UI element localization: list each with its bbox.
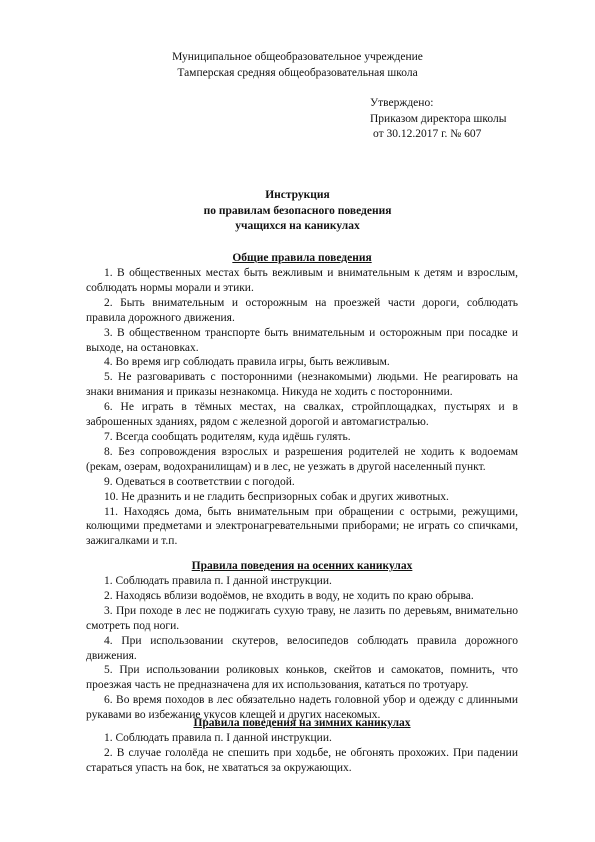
organization-line-1: Муниципальное общеобразовательное учреждение	[172, 51, 423, 63]
list-item: 1. В общественных местах быть вежливым и внимательным к детям и взрослым, соблюдать нормы морали и этики.	[86, 267, 518, 294]
document-title	[0, 188, 595, 235]
section-heading: Правила поведения на осенних каникулах	[191, 560, 413, 572]
organization-header	[0, 50, 595, 81]
list-item: 2. Быть внимательным и осторожным на проезжей части дороги, соблюдать правила дорожного движения.	[86, 296, 518, 324]
section-heading: Общие правила поведения	[232, 252, 372, 264]
approval-label: Утверждено:	[370, 97, 434, 109]
list-item: 1. Соблюдать правила п. I данной инструкции.	[104, 575, 332, 587]
organization-line-2: Тамперская средняя общеобразовательная школа	[177, 66, 418, 79]
section-heading: Правила поведения на зимних каникулах	[193, 717, 411, 729]
list-item: 9. Одеваться в соответствии с погодой.	[104, 475, 295, 488]
list-item: 7. Всегда сообщать родителям, куда идёшь гулять.	[104, 430, 351, 443]
section-autumn-holidays	[86, 559, 518, 723]
list-item: 2. В случае гололёда не спешить при ходьбе, не обгонять прохожих. При падении стараться упасть на бок, не хвататься за окружающих.	[86, 746, 518, 774]
approval-block	[370, 96, 506, 143]
list-item: 6. Во время походов в лес обязательно надеть головной убор и одежду с длинными рукавами во избежание укусов клещей и других насекомых.	[86, 694, 518, 722]
title-line-3: учащихся на каникулах	[235, 220, 360, 232]
section-general-rules	[86, 251, 518, 549]
list-item: 3. При походе в лес не поджигать сухую траву, не лазить по деревьям, внимательно смотреть под ноги.	[86, 604, 518, 632]
list-item: 2. Находясь вблизи водоёмов, не входить в воду, не ходить по краю обрыва.	[104, 589, 474, 602]
list-item: 11. Находясь дома, быть внимательным при обращении с острыми, режущими, колющими предметами и электронагревательными приборами; не играть со спичками, зажигалками и т.п.	[86, 505, 518, 548]
list-item: 5. При использовании роликовых коньков, скейтов и самокатов, помнить, что проезжая часть не предназначена для их использования, кататься по тротуару.	[86, 664, 518, 692]
list-item: 4. Во время игр соблюдать правила игры, быть вежливым.	[104, 356, 390, 369]
approval-date-number: от 30.12.2017 г. № 607	[373, 128, 482, 140]
list-item: 5. Не разговаривать с посторонними (незнакомыми) людьми. Не реагировать на знаки внимания и приказы незнакомца. Никуда не ходить с посторонними.	[86, 371, 518, 399]
list-item: 4. При использовании скутеров, велосипедов соблюдать правила дорожного движения.	[86, 634, 518, 662]
list-item: 10. Не дразнить и не гладить беспризорных собак и других животных.	[104, 490, 449, 503]
list-item: 6. Не играть в тёмных местах, на свалках, стройплощадках, пустырях и в заброшенных зданиях, рядом с железной дорогой и автомагистралью.	[86, 401, 518, 429]
approval-order: Приказом директора школы	[370, 112, 507, 125]
section-winter-holidays	[86, 716, 518, 776]
title-line-1: Инструкция	[265, 189, 330, 201]
list-item: 1. Соблюдать правила п. I данной инструкции.	[104, 732, 332, 744]
list-item: 3. В общественном транспорте быть внимательным и осторожным при посадке и выходе, на остановках.	[86, 326, 518, 354]
list-item: 8. Без сопровождения взрослых и разрешения родителей не ходить к водоемам (рекам, озерам, водохранилищам) и в лес, не уезжать в другой населенный пункт.	[86, 445, 518, 473]
title-line-2: по правилам безопасного поведения	[203, 204, 392, 217]
